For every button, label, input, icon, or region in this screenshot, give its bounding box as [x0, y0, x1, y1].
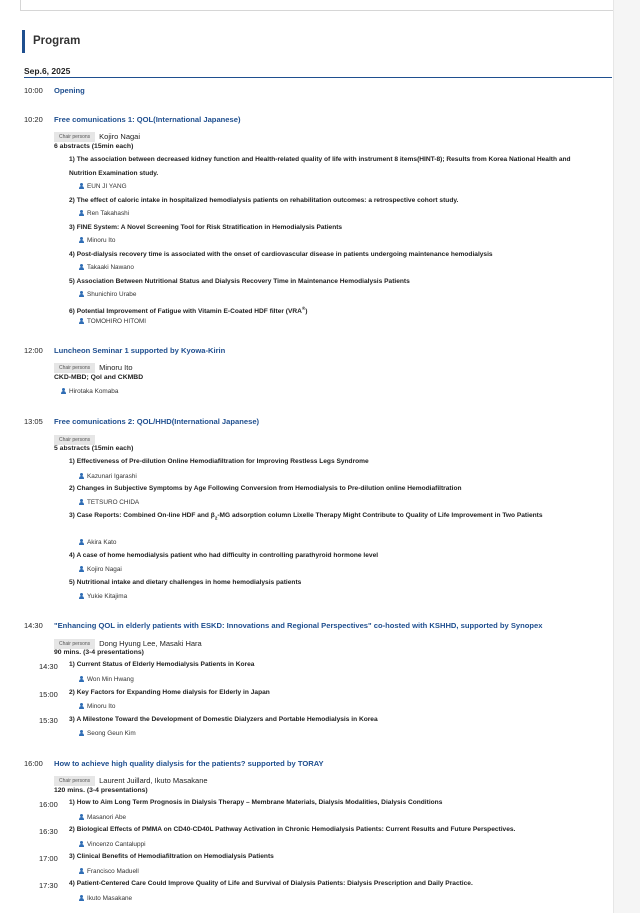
presentation-count: 90 mins. (3-4 presentations)	[54, 649, 144, 656]
presentation-title: 5) Nutritional intake and dietary challenges in home hemodialysis patients	[69, 579, 302, 586]
chair-label-chip: Chair persons	[54, 776, 95, 786]
person-icon	[79, 703, 84, 709]
session-time: 14:30	[24, 621, 43, 630]
presentation-title: 1) Current Status of Elderly Hemodialysis Patients in Korea	[69, 661, 255, 668]
chair-row	[54, 128, 140, 142]
session-title[interactable]: Luncheon Seminar 1 supported by Kyowa-Kirin	[54, 346, 226, 355]
presenter: Won Min Hwang	[79, 676, 134, 683]
session-time: 12:00	[24, 346, 43, 355]
person-icon	[79, 814, 84, 820]
chair-label-chip: Chair persons	[54, 435, 95, 445]
person-icon	[79, 210, 84, 216]
presentation-title: 3) FINE System: A Novel Screening Tool for Risk Stratification in Hemodialysis Patients	[69, 224, 343, 231]
presentation-title: 1) The association between decreased kidney function and Health-related quality of life with instrument 8 items(HINT-8); Results from Korea National Health and Nutrition Examination study.	[69, 156, 571, 177]
presenter: Masanori Abe	[79, 814, 126, 821]
presentation-title: 3) A Milestone Toward the Development of Domestic Dialyzers and Portable Hemodialysis in Korea	[69, 716, 378, 723]
person-icon	[79, 264, 84, 270]
person-icon	[79, 593, 84, 599]
program-heading: Program	[22, 30, 80, 53]
person-icon	[79, 237, 84, 243]
presentation-title: 5) Association Between Nutritional Status and Dialysis Recovery Time in Maintenance Hemodialysis Patients	[69, 278, 410, 285]
person-icon	[79, 730, 84, 736]
presenter: Takaaki Nawano	[79, 264, 134, 271]
presentation-title: 1) Effectiveness of Pre-dilution Online Hemodiafiltration for Improving Restless Legs Syndrome	[69, 458, 369, 465]
presenter: Kazunari Igarashi	[79, 473, 137, 480]
session-time: 10:20	[24, 115, 43, 124]
chair-names: Kojiro Nagai	[99, 132, 140, 142]
person-icon	[79, 868, 84, 874]
presentation-count: 120 mins. (3-4 presentations)	[54, 787, 148, 794]
presentation-title: 2) Biological Effects of PMMA on CD40-CD40L Pathway Activation in Chronic Hemodialysis Patients: Current Results and Future Perspectives.	[69, 826, 516, 833]
chair-label-chip: Chair persons	[54, 132, 95, 142]
presentation-title: 2) The effect of caloric intake in hospitalized hemodialysis patients on rehabilitation outcomes: a retrospective cohort study.	[69, 197, 459, 204]
date-divider	[24, 77, 612, 78]
person-icon	[79, 183, 84, 189]
session-title[interactable]: Free comunications 2: QOL/HHD(International Japanese)	[54, 417, 260, 426]
chair-label-chip: Chair persons	[54, 363, 95, 373]
presenter: Seong Geun Kim	[79, 730, 136, 737]
chair-row	[54, 635, 202, 649]
presentation-title: 6) Potential Improvement of Fatigue with Vitamin E-Coated HDF filter (VRA®)	[69, 306, 308, 316]
presentation-title: 1) How to Aim Long Term Prognosis in Dialysis Therapy – Membrane Materials, Dialysis Modalities, Dialysis Conditions	[69, 799, 443, 806]
session-eskd-elderly	[0, 621, 612, 741]
person-icon	[79, 499, 84, 505]
abstract-count: 5 abstracts (15min each)	[54, 445, 134, 452]
chair-row	[54, 431, 95, 441]
person-icon	[79, 676, 84, 682]
talk-time: 17:00	[39, 854, 58, 863]
session-title[interactable]: "Enhancing QOL in elderly patients with ESKD: Innovations and Regional Perspectives" co-hosted with KSHHD, supported by Synopex	[54, 621, 543, 630]
talk-time: 16:30	[39, 827, 58, 836]
presenter: TOMOHIRO HITOMI	[79, 318, 146, 325]
presenter: Shunichiro Urabe	[79, 291, 136, 298]
chair-names: Dong Hyung Lee, Masaki Hara	[99, 639, 202, 649]
presenter: Francisco Maduell	[79, 868, 139, 875]
session-title[interactable]: Opening	[54, 86, 85, 95]
session-free-communications-1	[0, 115, 612, 330]
person-icon	[79, 291, 84, 297]
person-icon	[79, 566, 84, 572]
chair-row	[54, 359, 133, 373]
presentation-title: 3) Case Reports: Combined On-line HDF and $\beta_2-MG$ adsorption column Lixelle Therapy Might Contribute to Quality of Life Improvement in Two Patients	[69, 512, 543, 521]
session-time: 16:00	[24, 759, 43, 768]
session-free-communications-2	[0, 417, 612, 607]
talk-time: 14:30	[39, 662, 58, 671]
program-date: Sep.6, 2025	[24, 66, 71, 76]
presentation-title: 4) A case of home hemodialysis patient who had difficulty in controlling parathyroid hormone level	[69, 552, 379, 559]
session-luncheon-seminar	[0, 346, 612, 398]
person-icon	[79, 539, 84, 545]
presenter: Vincenzo Cantaluppi	[79, 841, 146, 848]
talk-time: 16:00	[39, 800, 58, 809]
chair-names: Minoru Ito	[99, 363, 133, 373]
presentation-title: 3) Clinical Benefits of Hemodiafiltration on Hemodialysis Patients	[69, 853, 274, 860]
right-scroll-rail[interactable]	[613, 0, 640, 913]
person-icon	[61, 388, 66, 394]
session-title[interactable]: How to achieve high quality dialysis for the patients? supported by TORAY	[54, 759, 324, 768]
person-icon	[79, 841, 84, 847]
session-high-quality-dialysis	[0, 759, 612, 909]
presenter: Hirotaka Komaba	[61, 388, 118, 395]
presentation-title: 4) Post-dialysis recovery time is associated with the onset of cardiovascular disease in patients undergoing maintenance hemodialysis	[69, 251, 493, 258]
talk-title: CKD-MBD; Qol and CKMBD	[54, 374, 144, 381]
talk-time: 15:30	[39, 716, 58, 725]
talk-time: 17:30	[39, 881, 58, 890]
session-title[interactable]: Free comunications 1: QOL(International Japanese)	[54, 115, 241, 124]
chair-label-chip: Chair persons	[54, 639, 95, 649]
top-panel-edge	[20, 0, 614, 11]
presentation-title: 2) Changes in Subjective Symptoms by Age Following Conversion from Hemodialysis to Pre-dilution online Hemodiafiltration	[69, 485, 462, 492]
talk-time: 15:00	[39, 690, 58, 699]
chair-row	[54, 772, 208, 786]
person-icon	[79, 895, 84, 901]
presenter: Ren Takahashi	[79, 210, 129, 217]
presentation-title: 2) Key Factors for Expanding Home dialysis for Elderly in Japan	[69, 689, 270, 696]
presenter: Kojiro Nagai	[79, 566, 122, 573]
presenter: TETSURO CHIDA	[79, 499, 139, 506]
presentation-title: 4) Patient-Centered Care Could Improve Quality of Life and Survival of Dialysis Patients: Dialysis Prescription and Daily Practice.	[69, 880, 473, 887]
chair-names: Laurent Juillard, Ikuto Masakane	[99, 776, 208, 786]
session-time: 10:00	[24, 86, 43, 95]
abstract-count: 6 abstracts (15min each)	[54, 143, 134, 150]
presenter: Yukie Kitajima	[79, 593, 127, 600]
presenter: Minoru Ito	[79, 703, 115, 710]
presenter: Akira Kato	[79, 539, 116, 546]
person-icon	[79, 318, 84, 324]
session-time: 13:05	[24, 417, 43, 426]
person-icon	[79, 473, 84, 479]
presenter: Minoru Ito	[79, 237, 115, 244]
presenter: EUN JI YANG	[79, 183, 127, 190]
presenter: Ikuto Masakane	[79, 895, 132, 902]
